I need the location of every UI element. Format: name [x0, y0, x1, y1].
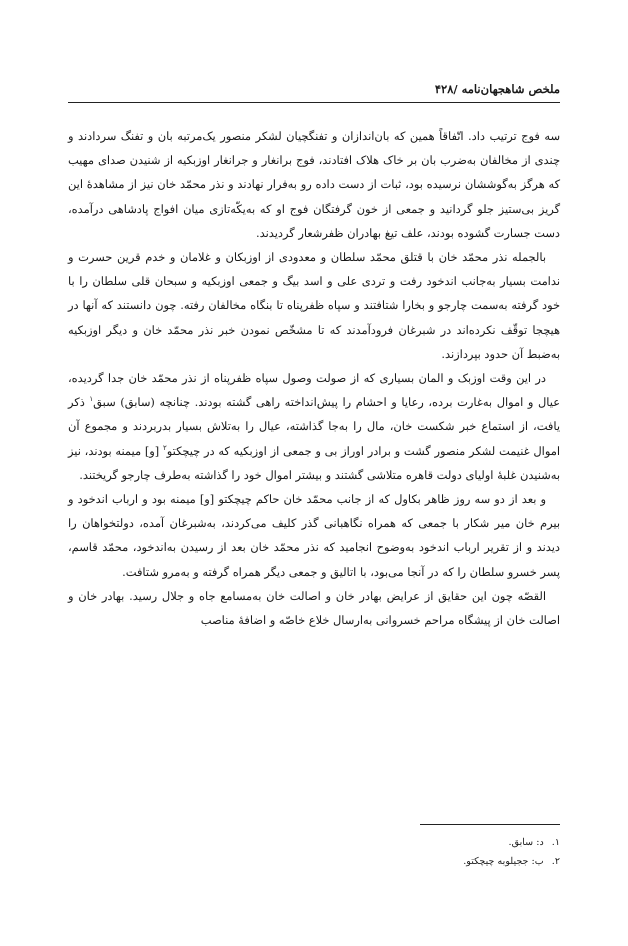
paragraph-2: [68, 245, 560, 366]
footnote-text: ب: ججیلوبه چیچکتو.: [463, 856, 544, 867]
footnote-text: د: سابق.: [508, 837, 544, 848]
footnote-2: [68, 852, 560, 871]
footnote-1: [68, 833, 560, 852]
paragraph-text: و بعد از دو سه روز ظاهر بکاول که از جانب محمّد خان حاکم چیچکتو [و] میمنه بود و ارباب اندخود و بیرم خان میر شکار با جمعی که همراه نگاهبانی گذر کلیف می‌کردند، به‌شبرغان آمده، دولتخواهان را دیدند و از تقریر ارباب اندخود به‌وضوح انجامید که نذر محمّد خان بعد از رسیدن به‌اندخود، محمّد قاسم، پسر خسرو سلطان را که در آنجا می‌بود، با اتالیق و جمعی دیگر همراه گرفته و به‌مرو شتافت.: [68, 492, 560, 579]
paragraph-3: [68, 366, 560, 487]
body-text: [68, 124, 560, 632]
running-header: ملخص شاهجهان‌نامه /۴۲۸: [434, 82, 560, 96]
paragraph-4: [68, 487, 560, 584]
paragraph-1: [68, 124, 560, 245]
footnote-number: ۲.: [551, 856, 560, 867]
footnote-marker-2: ۲: [163, 443, 167, 452]
paragraph-5: [68, 584, 560, 632]
paragraph-text: القصّه چون این حقایق از عرایض بهادر خان و اصالت خان به‌مسامع جاه و جلال رسید. بهادر خان و اصالت خان از پیشگاه مراحم خسروانی به‌ارسال خلاع خاصّه و اضافهٔ مناصب: [68, 588, 560, 628]
paragraph-text: ذکر یافت، از استماع خبر شکست خان، مال را به‌جا گذاشته، عیال را به‌تلاش بسیار بدربردند و مجموع آن اموال غنیمت لشکر منصور گشت و برادر اوراز بی و جمعی از اوزبکیه که در چیچکتو: [68, 395, 560, 458]
paragraph-text: در این وقت اوزبک و المان بسیاری که از صولت وصول سپاه ظفرپناه از نذر محمّد خان جدا گردیده، عیال و اموال به‌غارت برده، رعایا و احشام را پیش‌انداخته راهی گشته بودند. چنانچه (سابق) سبق: [68, 371, 561, 410]
footnotes: [68, 833, 560, 871]
paragraph-text: بالجمله نذر محمّد خان با قتلق محمّد سلطان و معدودی از اوزبکان و غلامان و خدم قرین حسرت و ندامت بسیار به‌جانب اندخود رفت و تردی علی و اسد بیگ و جمعی اوزبکیه و سبحان قلی سلطان را با خود گرفته به‌سمت چارجو و بخارا شتافتند و سپاه ظفرپناه تا بنگاه مخالفان رفته. چون دانستند که آنها در هیچجا توقّف نکرده‌اند در شبرغان فرودآمدند که تا مشخّص نمودن خبر نذر محمّد خان و دیگر اوزبکیه به‌ضبط آن حدود بپردازند.: [68, 250, 560, 361]
header-rule: [68, 102, 560, 103]
footnote-rule: [420, 824, 560, 825]
footnote-marker-1: ۱: [89, 395, 94, 404]
footnote-number: ۱.: [551, 837, 560, 848]
paragraph-text: [و] میمنه بودند، نیز به‌شنیدن غلبهٔ اولیای دولت قاهره متلاشی گشتند و بیشتر اموال خود را گذاشته به‌طرف چارجو گریختند.: [68, 443, 560, 482]
paragraph-text: سه فوج ترتیب داد. اتّفاقاً همین که بان‌اندازان و تفنگچیان لشکر منصور یک‌مرتبه بان و تفنگ سردادند و چندی از مخالفان به‌ضرب بان بر خاک هلاک افتادند، فوج برانغار و جرانغار اوزبکیه از شنیدن صدای مهیب که هرگز به‌گوششان نرسیده بود، ثبات از دست داده رو به‌فرار نهادند و نذر محمّد خان نیز از مشاهدهٔ این گریز بی‌ستیز جلو گردانید و جمعی از خون گرفتگان فوج او که به‌یکّه‌تازی میان افواج پادشاهی درآمده، دست جسارت گشوده بودند، علف تیغ بهادران ظفرشعار گردیدند.: [68, 129, 560, 240]
